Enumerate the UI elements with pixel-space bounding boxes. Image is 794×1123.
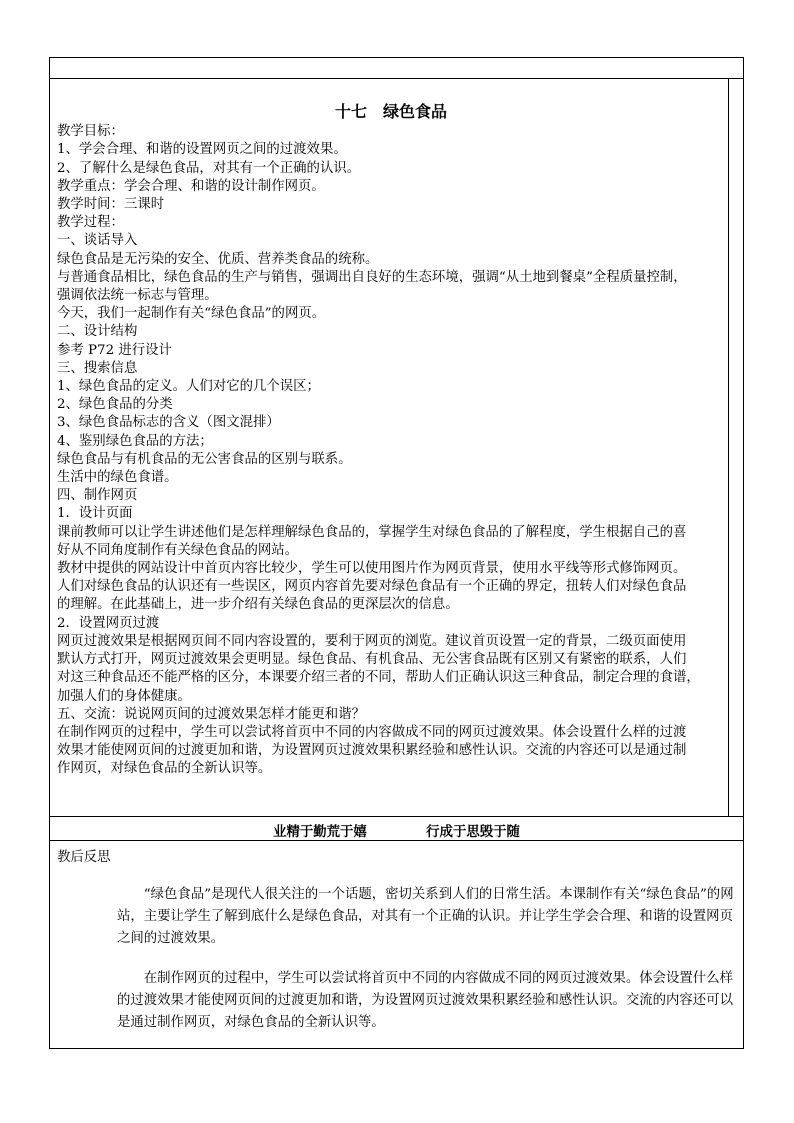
lesson-line: 效果才能使网页间的过渡更加和谐，为设置网页过渡效果积累经验和感性认识。交流的内容还可以是通过制 [57, 743, 687, 759]
lesson-line: 三、搜索信息 [57, 360, 138, 376]
lesson-line: 2、了解什么是绿色食品，对其有一个正确的认识。 [57, 160, 361, 176]
table-divider-top [50, 78, 743, 79]
lesson-line: 与普通食品相比，绿色食品的生产与销售，强调出自良好的生态环境，强调“从土地到餐桌”全程质量控制， [57, 269, 687, 285]
lesson-line: 好从不同角度制作有关绿色食品的网站。 [57, 542, 299, 558]
lesson-line: 课前教师可以让学生讲述他们是怎样理解绿色食品的，掌握学生对绿色食品的了解程度，学生根据自己的喜 [57, 524, 687, 540]
lesson-line: 1、绿色食品的定义。人们对它的几个误区； [57, 379, 320, 395]
lesson-title: 十七 绿色食品 [334, 102, 447, 121]
lesson-line: 人们对绿色食品的认识还有一些误区，网页内容首先要对绿色食品有一个正确的界定，扭转人们对绿色食品 [57, 579, 687, 595]
lesson-line: 参考 P72 进行设计 [57, 342, 172, 358]
lesson-line: 4、鉴别绿色食品的方法； [57, 433, 213, 449]
lesson-line: 一、谈话导入 [57, 233, 138, 249]
lesson-body [57, 123, 725, 778]
lesson-line: 生活中的绿色食谱。 [57, 470, 178, 486]
lesson-line: 今天，我们一起制作有关“绿色食品”的网页。 [57, 306, 326, 322]
lesson-line: 五、交流：说说网页间的过渡效果怎样才能更和谐？ [57, 706, 365, 722]
lesson-line: 2、绿色食品的分类 [57, 397, 173, 413]
lesson-line: 强调依法统一标志与管理。 [57, 288, 218, 304]
table-divider-motto-top [50, 816, 743, 817]
reflection-title: 教后反思 [57, 850, 111, 865]
lesson-line: 绿色食品与有机食品的无公害食品的区别与联系。 [57, 451, 352, 467]
motto [50, 821, 743, 840]
lesson-line: 教学重点：学会合理、和谐的设计制作网页。 [57, 178, 325, 194]
lesson-line: 的理解。在此基础上，进一步介绍有关绿色食品的更深层次的信息。 [57, 597, 459, 613]
lesson-content [57, 103, 725, 779]
table-divider-motto-bottom [50, 840, 743, 841]
lesson-line: 网页过渡效果是根据网页间不同内容设置的，要利于网页的浏览。建议首页设置一定的背景，二级页面使用 [57, 633, 687, 649]
lesson-line: 默认方式打开，网页过渡效果会更明显。绿色食品、有机食品、无公害食品既有区别又有紧密的联系，人们 [57, 652, 687, 668]
lesson-line: 3、绿色食品标志的含义（图文混排） [57, 415, 280, 431]
lesson-line: 对这三种食品还不能严格的区分，本课要介绍三者的不同，帮助人们正确认识这三种食品，制定合理的食谱， [57, 670, 700, 686]
lesson-line: 在制作网页的过程中，学生可以尝试将首页中不同的内容做成不同的网页过渡效果。体会设置什么样的过渡 [57, 724, 687, 740]
lesson-line: 四、制作网页 [57, 488, 138, 504]
motto-left: 业精于勤荒于嬉 [273, 824, 367, 840]
motto-right: 行成于思毁于随 [426, 824, 520, 840]
lesson-line: 2．设置网页过渡 [57, 615, 160, 631]
lesson-plan-table [49, 57, 744, 1049]
lesson-line: 加强人们的身体健康。 [57, 688, 191, 704]
lesson-line: 1．设计页面 [57, 506, 133, 522]
reflection-paragraph-1: “绿色食品”是现代人很关注的一个话题，密切关系到人们的日常生活。本课制作有关“绿色食品”的网站，主要让学生了解到底什么是绿色食品，对其有一个正确的认识。并让学生学会合理、和谐的设置网页之间的过渡效果。 [117, 887, 734, 946]
lesson-line: 教材中提供的网站设计中首页内容比较少，学生可以使用图片作为网页背景，使用水平线等形式修饰网页。 [57, 561, 687, 577]
table-inner-border [728, 78, 729, 816]
lesson-line: 绿色食品是无污染的安全、优质、营养类食品的统称。 [57, 251, 379, 267]
lesson-line: 1、学会合理、和谐的设置网页之间的过渡效果。 [57, 142, 347, 158]
lesson-line: 教学目标： [57, 124, 124, 140]
lesson-line: 作网页，对绿色食品的全新认识等。 [57, 761, 272, 777]
lesson-line: 教学时间：三课时 [57, 197, 165, 213]
lesson-line: 教学过程： [57, 215, 124, 231]
lesson-line: 二、设计结构 [57, 324, 138, 340]
reflection-paragraph-2: 在制作网页的过程中，学生可以尝试将首页中不同的内容做成不同的网页过渡效果。体会设置什么样的过渡效果才能使网页间的过渡更加和谐，为设置网页过渡效果积累经验和感性认识。交流的内容还可以是通过制作网页，对绿色食品的全新认识等。 [117, 971, 733, 1030]
